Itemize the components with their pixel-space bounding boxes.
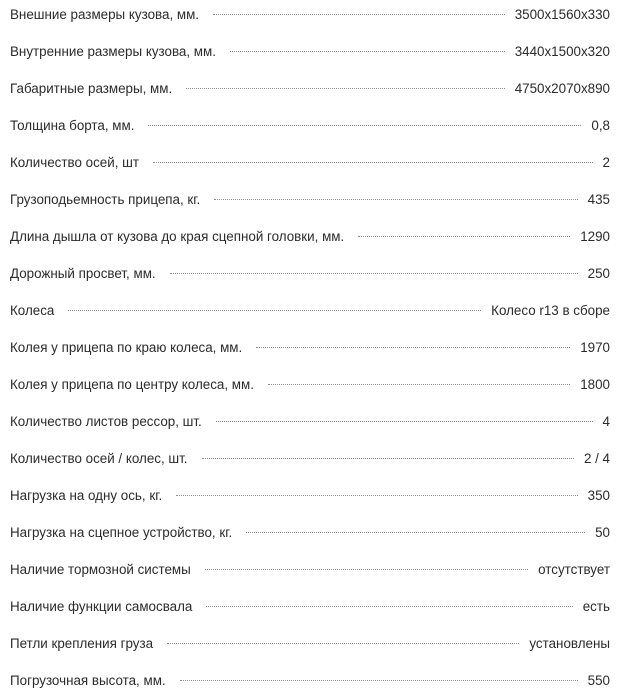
spec-row-inner-body-size <box>0 33 626 70</box>
dotted-leader <box>148 125 581 126</box>
dotted-leader <box>206 606 572 607</box>
dotted-leader <box>167 643 519 644</box>
spec-row-cargo-loops <box>0 625 626 662</box>
spec-row-outer-body-size <box>0 0 626 33</box>
spec-row-loading-height <box>0 662 626 699</box>
spec-value: 1970 <box>580 340 610 355</box>
spec-row-track-edge <box>0 329 626 366</box>
dotted-leader <box>358 236 570 237</box>
spec-value: Колесо r13 в сборе <box>491 303 610 318</box>
spec-row-wheels <box>0 292 626 329</box>
dotted-leader <box>216 421 593 422</box>
spec-row-track-center <box>0 366 626 403</box>
spec-value: 1800 <box>580 377 610 392</box>
spec-label: Наличие тормозной системы <box>10 562 191 577</box>
spec-label: Внутренние размеры кузова, мм. <box>10 44 216 59</box>
dotted-leader <box>205 569 528 570</box>
spec-label: Длина дышла от кузова до края сцепной головки, мм. <box>10 229 345 244</box>
spec-label: Колея у прицепа по центру колеса, мм. <box>10 377 254 392</box>
spec-value: 550 <box>587 673 610 688</box>
spec-label: Грузоподьемность прицепа, кг. <box>10 192 201 207</box>
spec-label: Дорожный просвет, мм. <box>10 266 156 281</box>
spec-value: 0,8 <box>591 118 610 133</box>
dotted-leader <box>214 199 577 200</box>
spec-row-axle-load <box>0 477 626 514</box>
spec-label: Погрузочная высота, мм. <box>10 673 166 688</box>
spec-value: установлены <box>529 636 610 651</box>
spec-label: Толщина борта, мм. <box>10 118 135 133</box>
dotted-leader <box>268 384 570 385</box>
spec-value: 50 <box>595 525 610 540</box>
spec-value: 435 <box>587 192 610 207</box>
spec-label: Габаритные размеры, мм. <box>10 81 173 96</box>
spec-value: 250 <box>587 266 610 281</box>
dotted-leader <box>213 14 505 15</box>
spec-label: Колея у прицепа по краю колеса, мм. <box>10 340 243 355</box>
spec-label: Внешние размеры кузова, мм. <box>10 7 200 22</box>
dotted-leader <box>68 310 481 311</box>
spec-row-drawbar-length <box>0 218 626 255</box>
spec-label: Нагрузка на одну ось, кг. <box>10 488 163 503</box>
spec-row-axle-count <box>0 144 626 181</box>
spec-value: 350 <box>587 488 610 503</box>
spec-value: 3500x1560x330 <box>514 7 610 22</box>
spec-value: 2 / 4 <box>583 451 610 466</box>
spec-label: Количество осей, шт <box>10 155 140 170</box>
dotted-leader <box>230 51 505 52</box>
dotted-leader <box>180 680 578 681</box>
spec-value: есть <box>582 599 610 614</box>
spec-row-payload <box>0 181 626 218</box>
spec-row-leaf-springs <box>0 403 626 440</box>
spec-label: Нагрузка на сцепное устройство, кг. <box>10 525 233 540</box>
spec-row-brake-system <box>0 551 626 588</box>
dotted-leader <box>246 532 585 533</box>
spec-label: Колеса <box>10 303 55 318</box>
spec-row-axles-wheels <box>0 440 626 477</box>
dotted-leader <box>256 347 570 348</box>
dotted-leader <box>202 458 574 459</box>
dotted-leader <box>170 273 578 274</box>
spec-row-overall-size <box>0 70 626 107</box>
spec-value: 1290 <box>580 229 610 244</box>
spec-value: 4 <box>602 414 610 429</box>
spec-value: 4750x2070x890 <box>514 81 610 96</box>
spec-row-side-thickness <box>0 107 626 144</box>
spec-value: 2 <box>602 155 610 170</box>
spec-label: Наличие функции самосвала <box>10 599 193 614</box>
spec-label: Количество листов рессор, шт. <box>10 414 202 429</box>
spec-row-ground-clearance <box>0 255 626 292</box>
spec-value: отсутствует <box>538 562 610 577</box>
spec-label: Количество осей / колес, шт. <box>10 451 188 466</box>
dotted-leader <box>153 162 593 163</box>
spec-row-hitch-load <box>0 514 626 551</box>
spec-row-tipper-function <box>0 588 626 625</box>
spec-label: Петли крепления груза <box>10 636 154 651</box>
dotted-leader <box>186 88 505 89</box>
dotted-leader <box>176 495 577 496</box>
spec-value: 3440x1500x320 <box>514 44 610 59</box>
